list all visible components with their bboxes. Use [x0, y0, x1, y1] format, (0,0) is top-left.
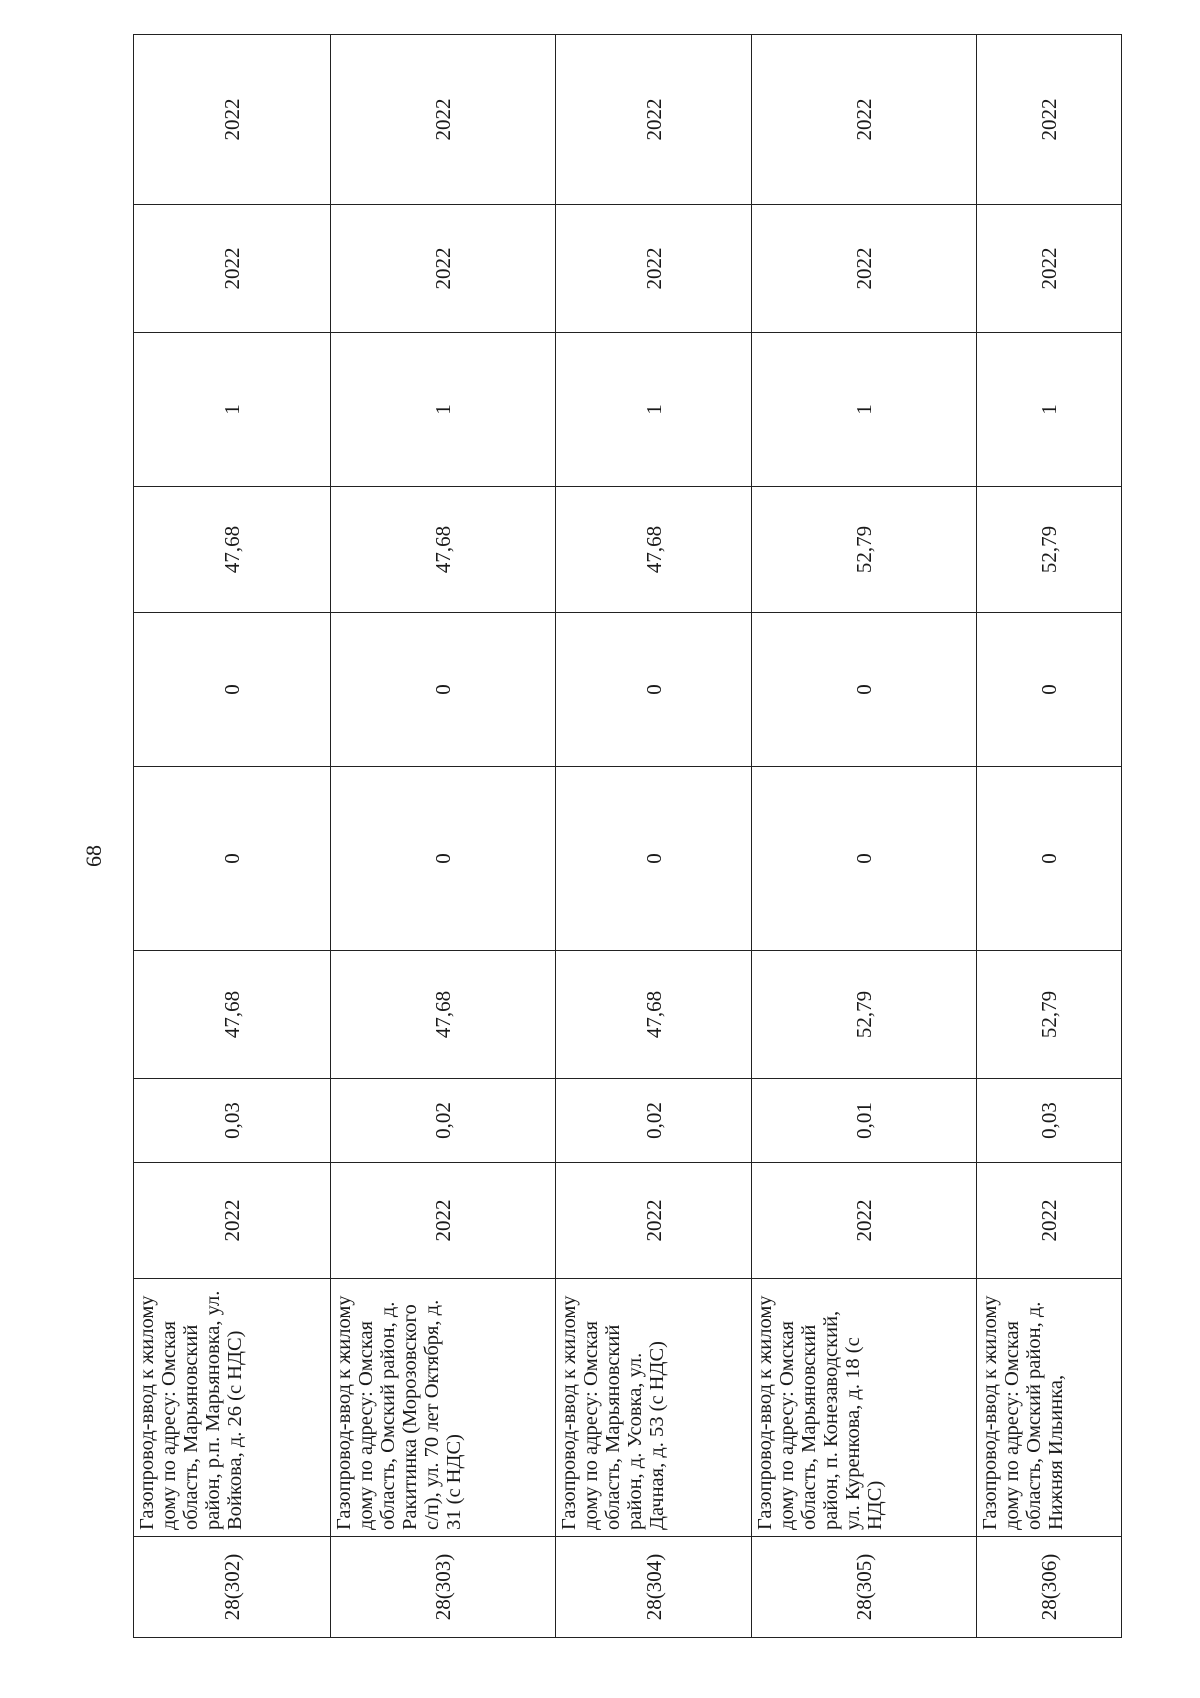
row-year-start: 2022 [331, 205, 556, 333]
row-id: 28(305) [752, 1537, 977, 1638]
row-total: 47,68 [331, 487, 556, 613]
table-row [977, 35, 1122, 1638]
row-address: Газопровод-ввод к жилому дому по адресу: Омская область, Марьяновский район, д. Усовка, ул. Дачная, д. 53 (с НДС) [556, 1279, 752, 1537]
row-year-start: 2022 [556, 205, 752, 333]
row-col-7: 0 [752, 613, 977, 767]
row-year-start: 2022 [752, 205, 977, 333]
row-address: Газопровод-ввод к жилому дому по адресу: Омская область, Омский район, д. Нижняя Ильинка, [977, 1279, 1122, 1537]
row-length: 0,02 [556, 1079, 752, 1163]
row-address: Газопровод-ввод к жилому дому по адресу: Омская область, Омский район, д. Ракитинка (Морозовского с/п), ул. 70 лет Октября, д. 31 (с НДС) [331, 1279, 556, 1537]
row-length: 0,02 [331, 1079, 556, 1163]
row-id: 28(304) [556, 1537, 752, 1638]
row-col-6: 0 [134, 767, 331, 951]
row-cost: 47,68 [331, 951, 556, 1079]
table-row [134, 35, 331, 1638]
row-total: 47,68 [134, 487, 331, 613]
row-year-end: 2022 [134, 35, 331, 205]
row-cost: 47,68 [556, 951, 752, 1079]
row-total: 47,68 [556, 487, 752, 613]
table-row [752, 35, 977, 1638]
table-frame [133, 35, 1121, 1638]
row-col-7: 0 [556, 613, 752, 767]
row-col-6: 0 [331, 767, 556, 951]
data-table [133, 34, 1122, 1638]
row-id: 28(306) [977, 1537, 1122, 1638]
row-count: 1 [331, 333, 556, 487]
row-length: 0,01 [752, 1079, 977, 1163]
row-count: 1 [752, 333, 977, 487]
row-col-7: 0 [977, 613, 1122, 767]
row-col-6: 0 [556, 767, 752, 951]
row-total: 52,79 [977, 487, 1122, 613]
row-cost: 47,68 [134, 951, 331, 1079]
row-year-end: 2022 [556, 35, 752, 205]
table-row [556, 35, 752, 1638]
rotated-table-wrapper [133, 35, 1121, 1638]
row-count: 1 [977, 333, 1122, 487]
row-count: 1 [556, 333, 752, 487]
row-year-start: 2022 [977, 205, 1122, 333]
row-year: 2022 [134, 1163, 331, 1279]
row-col-7: 0 [331, 613, 556, 767]
row-year: 2022 [556, 1163, 752, 1279]
row-year-start: 2022 [134, 205, 331, 333]
page-number: 68 [81, 845, 106, 867]
row-col-6: 0 [977, 767, 1122, 951]
row-address: Газопровод-ввод к жилому дому по адресу: Омская область, Марьяновский район, р.п. Марьяновка, ул. Войкова, д. 26 (с НДС) [134, 1279, 331, 1537]
row-year: 2022 [331, 1163, 556, 1279]
row-id: 28(303) [331, 1537, 556, 1638]
row-col-6: 0 [752, 767, 977, 951]
row-year-end: 2022 [977, 35, 1122, 205]
row-year-end: 2022 [752, 35, 977, 205]
row-year: 2022 [977, 1163, 1122, 1279]
table-row [331, 35, 556, 1638]
row-cost: 52,79 [977, 951, 1122, 1079]
row-col-7: 0 [134, 613, 331, 767]
row-year-end: 2022 [331, 35, 556, 205]
row-cost: 52,79 [752, 951, 977, 1079]
row-total: 52,79 [752, 487, 977, 613]
row-count: 1 [134, 333, 331, 487]
row-address: Газопровод-ввод к жилому дому по адресу: Омская область, Марьяновский район, п. Конезаводский, ул. Куренкова, д. 18 (с НДС) [752, 1279, 977, 1537]
row-length: 0,03 [977, 1079, 1122, 1163]
row-length: 0,03 [134, 1079, 331, 1163]
row-id: 28(302) [134, 1537, 331, 1638]
row-year: 2022 [752, 1163, 977, 1279]
